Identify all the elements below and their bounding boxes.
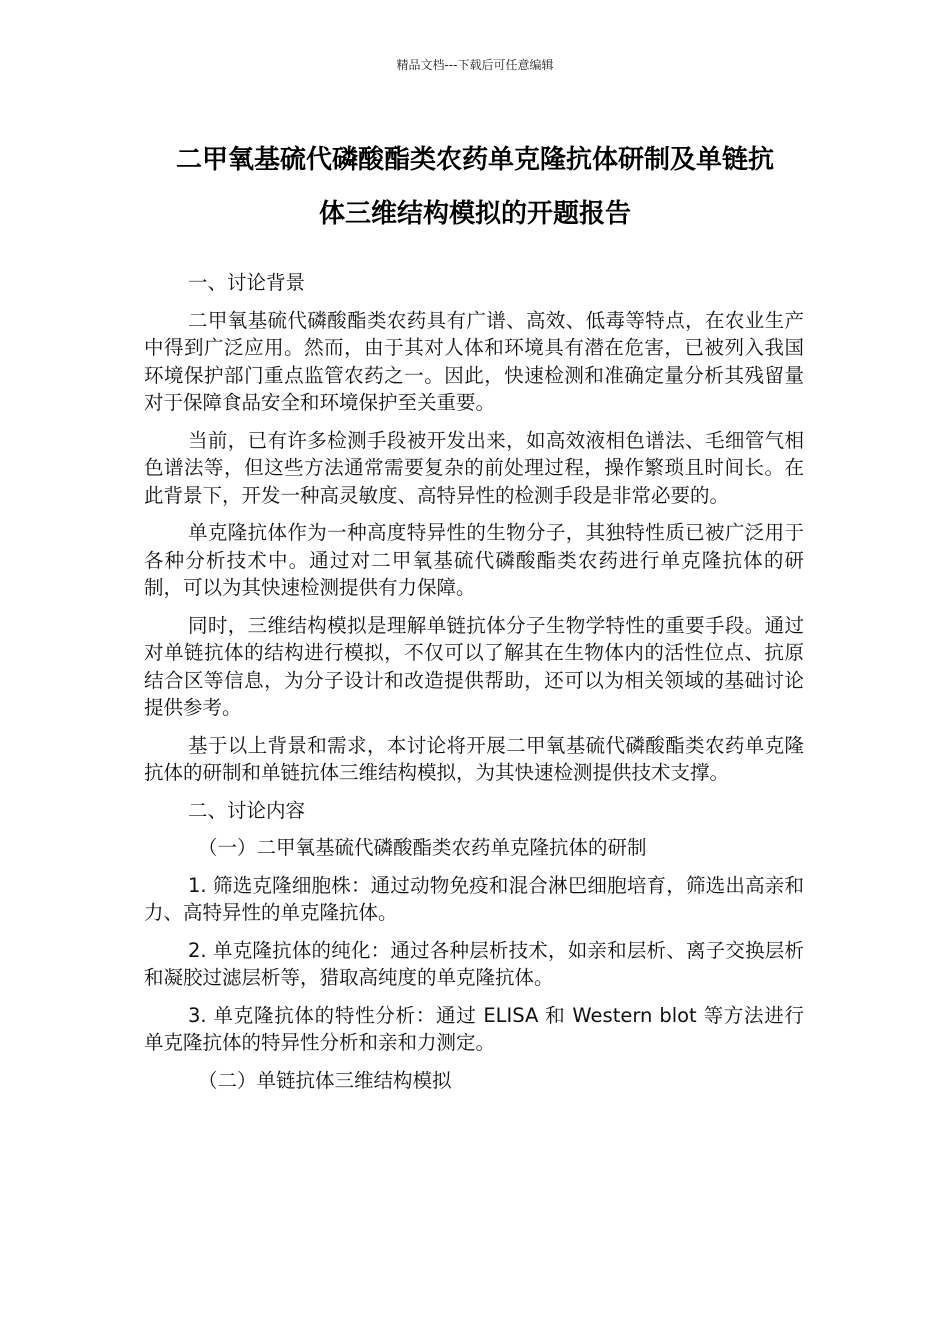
section-heading-content: 二、讨论内容	[188, 798, 306, 822]
paragraph: 基于以上背景和需求，本讨论将开展二甲氧基硫代磷酸酯类农药单克隆抗体的研制和单链抗体三维结构模拟，为其快速检测提供技术支撑。	[144, 733, 804, 784]
paragraph: 二甲氧基硫代磷酸酯类农药具有广谱、高效、低毒等特点，在农业生产中得到广泛应用。然而，由于其对人体和环境具有潜在危害，已被列入我国环境保护部门重点监管农药之一。因此，快速检测和准确定量分析其残留量对于保障食品安全和环境保护至关重要。	[144, 308, 804, 414]
list-item: 2. 单克隆抗体的纯化：通过各种层析技术，如亲和层析、离子交换层析和凝胶过滤层析等，猎取高纯度的单克隆抗体。	[144, 938, 804, 989]
document-title-line-1: 二甲氧基硫代磷酸酯类农药单克隆抗体研制及单链抗	[175, 145, 774, 175]
paragraph: 同时，三维结构模拟是理解单链抗体分子生物学特性的重要手段。通过对单链抗体的结构进行模拟，不仅可以了解其在生物体内的活性位点、抗原结合区等信息，为分子设计和改造提供帮助，还可以为相关领域的基础讨论提供参考。	[144, 613, 804, 719]
subsection-heading: （二）单链抗体三维结构模拟	[198, 1068, 452, 1092]
paragraph: 当前，已有许多检测手段被开发出来，如高效液相色谱法、毛细管气相色谱法等，但这些方法通常需要复杂的前处理过程，操作繁琐且时间长。在此背景下，开发一种高灵敏度、高特异性的检测手段是非常必要的。	[144, 428, 804, 507]
document-title-line-2: 体三维结构模拟的开题报告	[318, 199, 631, 229]
list-item: 3. 单克隆抗体的特性分析：通过 ELISA 和 Western blot 等方法进行单克隆抗体的特异性分析和亲和力测定。	[144, 1003, 804, 1054]
subsection-heading: （一）二甲氧基硫代磷酸酯类农药单克隆抗体的研制	[198, 836, 647, 859]
list-item: 1. 筛选克隆细胞株：通过动物免疫和混合淋巴细胞培育，筛选出高亲和力、高特异性的单克隆抗体。	[144, 873, 804, 924]
document-body	[144, 269, 804, 1094]
header-note: 精品文档---下载后可任意编辑	[396, 58, 554, 72]
section-heading-background: 一、讨论背景	[188, 271, 306, 294]
paragraph: 单克隆抗体作为一种高度特异性的生物分子，其独特性质已被广泛用于各种分析技术中。通过对二甲氧基硫代磷酸酯类农药进行单克隆抗体的研制，可以为其快速检测提供有力保障。	[144, 521, 804, 599]
